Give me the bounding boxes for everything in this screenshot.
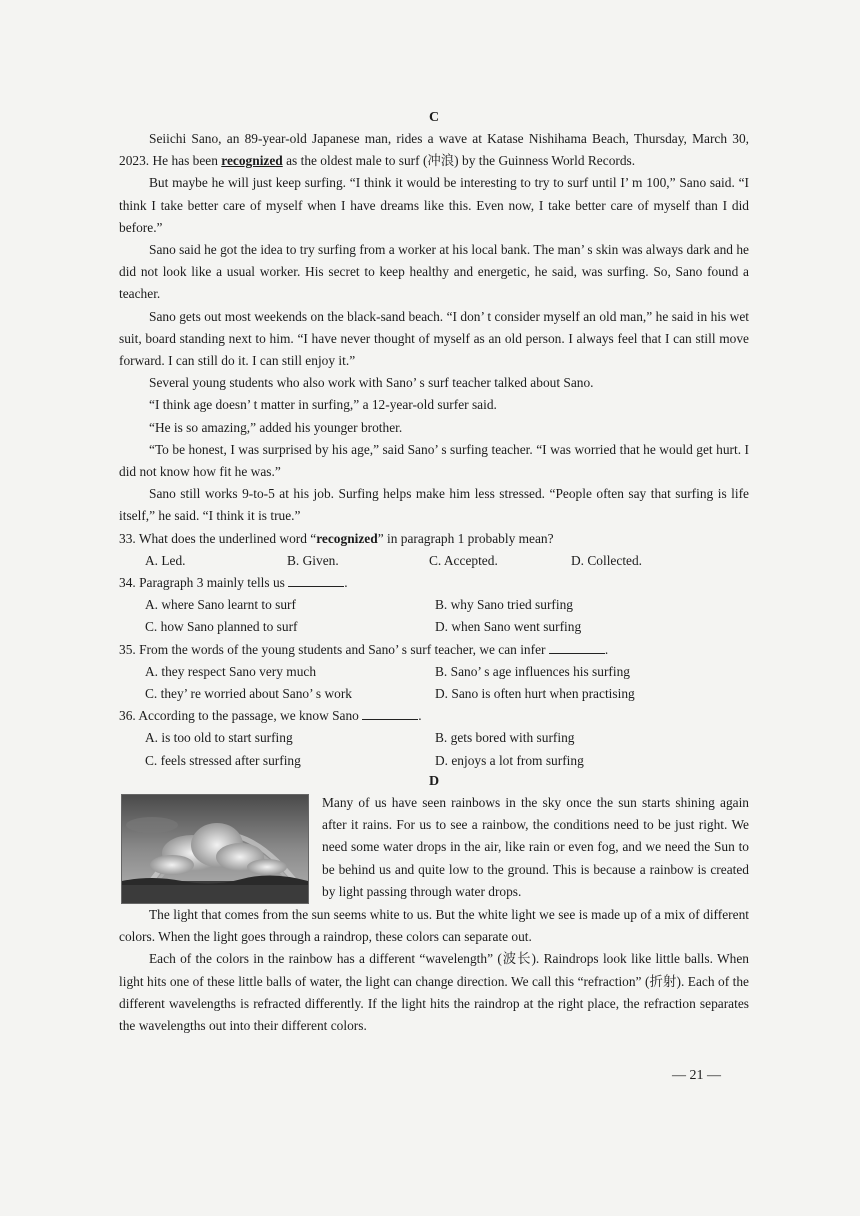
rainbow-photo (121, 794, 309, 904)
q33-word: recognized (316, 530, 378, 546)
c-paragraph-1 (119, 128, 749, 172)
q33-option-d: D. Collected. (571, 552, 643, 568)
c-paragraph-3: Sano said he got the idea to try surfing from a worker at his local bank. The man’ s skin was always dark and he did not look like a usual worker. His secret to keep healthy and energetic, he said, was surfing. So, Sano found a teacher. (119, 242, 749, 302)
c-paragraph-6: “I think age doesn’ t matter in surfing,” a 12-year-old surfer said. (149, 397, 497, 413)
c-paragraph-5: Several young students who also work with Sano’ s surf teacher talked about Sano. (149, 375, 594, 391)
page-content (119, 108, 749, 1037)
q34-text: 34. Paragraph 3 mainly tells us (119, 575, 285, 591)
q34-option-c: C. how Sano planned to surf (145, 619, 298, 635)
c-p1-text-b: as the oldest male to surf (冲浪) by the Guinness World Records. (282, 153, 636, 169)
rainbow-image-icon (122, 795, 308, 903)
underlined-word: recognized (221, 153, 283, 169)
q35-option-d: D. Sano is often hurt when practising (435, 686, 635, 702)
q33-option-a: A. Led. (145, 552, 186, 568)
q35-option-b: B. Sano’ s age influences his surfing (435, 663, 630, 679)
question-34 (119, 572, 749, 594)
page-number: — 21 — (672, 1068, 721, 1083)
q36-text: 36. According to the passage, we know Sano (119, 708, 359, 724)
q35-blank (549, 639, 605, 654)
q34-blank (288, 572, 344, 587)
q36-options (119, 727, 749, 771)
q35-end: . (604, 641, 609, 657)
q35-text: 35. From the words of the young students and Sano’ s surf teacher, we can infer (119, 641, 546, 657)
q34-option-d: D. when Sano went surfing (435, 619, 582, 635)
q33-options (119, 550, 749, 572)
q36-blank (362, 705, 418, 720)
q34-options (119, 594, 749, 638)
q33-text-a: 33. What does the underlined word “ (119, 530, 317, 546)
question-33 (119, 528, 749, 550)
c-paragraph-8: “To be honest, I was surprised by his age,” said Sano’ s surfing teacher. “I was worried that he would get hurt. I did not know how fit he was.” (119, 441, 749, 480)
q35-option-c: C. they’ re worried about Sano’ s work (145, 686, 353, 702)
c-paragraph-2: But maybe he will just keep surfing. “I think it would be interesting to try to surf until I’ m 100,” Sano said. “I think I take better care of myself when I have dreams like this. Even now, I take better care of myself than I did before.” (119, 175, 749, 235)
q33-option-b: B. Given. (287, 552, 339, 568)
q34-option-a: A. where Sano learnt to surf (145, 597, 296, 613)
q36-option-a: A. is too old to start surfing (145, 730, 293, 746)
q36-end: . (418, 708, 422, 724)
section-c-title: C (428, 110, 440, 125)
q36-option-d: D. enjoys a lot from surfing (435, 752, 584, 768)
section-d-intro (119, 792, 749, 904)
c-p1-text-a: Seiichi Sano, an 89-year-old Japanese man, rides a wave at Katase Nishihama Beach, Thursday, March 30, 2023. He has been (119, 131, 749, 169)
q36-option-b: B. gets bored with surfing (435, 730, 575, 746)
d-paragraph-2: The light that comes from the sun seems white to us. But the white light we see is made up of a mix of different colors. When the light goes through a raindrop, these colors can separate out. (119, 906, 749, 945)
c-paragraph-9: Sano still works 9-to-5 at his job. Surfing helps make him less stressed. “People often say that surfing is life itself,” he said. “I think it is true.” (119, 486, 749, 524)
q33-text-b: ” in paragraph 1 probably mean? (377, 530, 554, 546)
q34-end: . (344, 575, 348, 591)
q34-option-b: B. why Sano tried surfing (435, 597, 573, 613)
q36-option-c: C. feels stressed after surfing (145, 752, 301, 768)
q33-option-c: C. Accepted. (429, 552, 498, 568)
question-36 (119, 705, 749, 727)
c-paragraph-4: Sano gets out most weekends on the black-sand beach. “I don’ t consider myself an old man,” he said in his wet suit, board standing next to him. “I have never thought of myself as an old person. I always feel that I can still move forward. I can still do it. I can still enjoy it.” (119, 308, 749, 369)
d-paragraph-1: Many of us have seen rainbows in the sky once the sun starts shining again after it rains. For us to see a rainbow, the conditions need to be just right. We need some water drops in the air, like rain or even fog, and we need the Sun to be behind us and quite low to the ground. This is because a rainbow is created by light passing through water drops. (322, 794, 749, 899)
section-d-title: D (428, 773, 440, 789)
q35-option-a: A. they respect Sano very much (145, 663, 317, 679)
d-paragraph-3: Each of the colors in the rainbow has a different “wavelength” (波长). Raindrops look like little balls. When light hits one of these little balls of water, the light can change direction. We call this “refraction” (折射). Each of the different wavelengths is refracted differently. If the light hits the raindrop at the right place, the refraction separates the wavelengths out into their different colors. (119, 951, 749, 1033)
question-35 (119, 639, 749, 661)
c-paragraph-7: “He is so amazing,” added his younger brother. (149, 419, 403, 435)
q35-options (119, 661, 749, 705)
